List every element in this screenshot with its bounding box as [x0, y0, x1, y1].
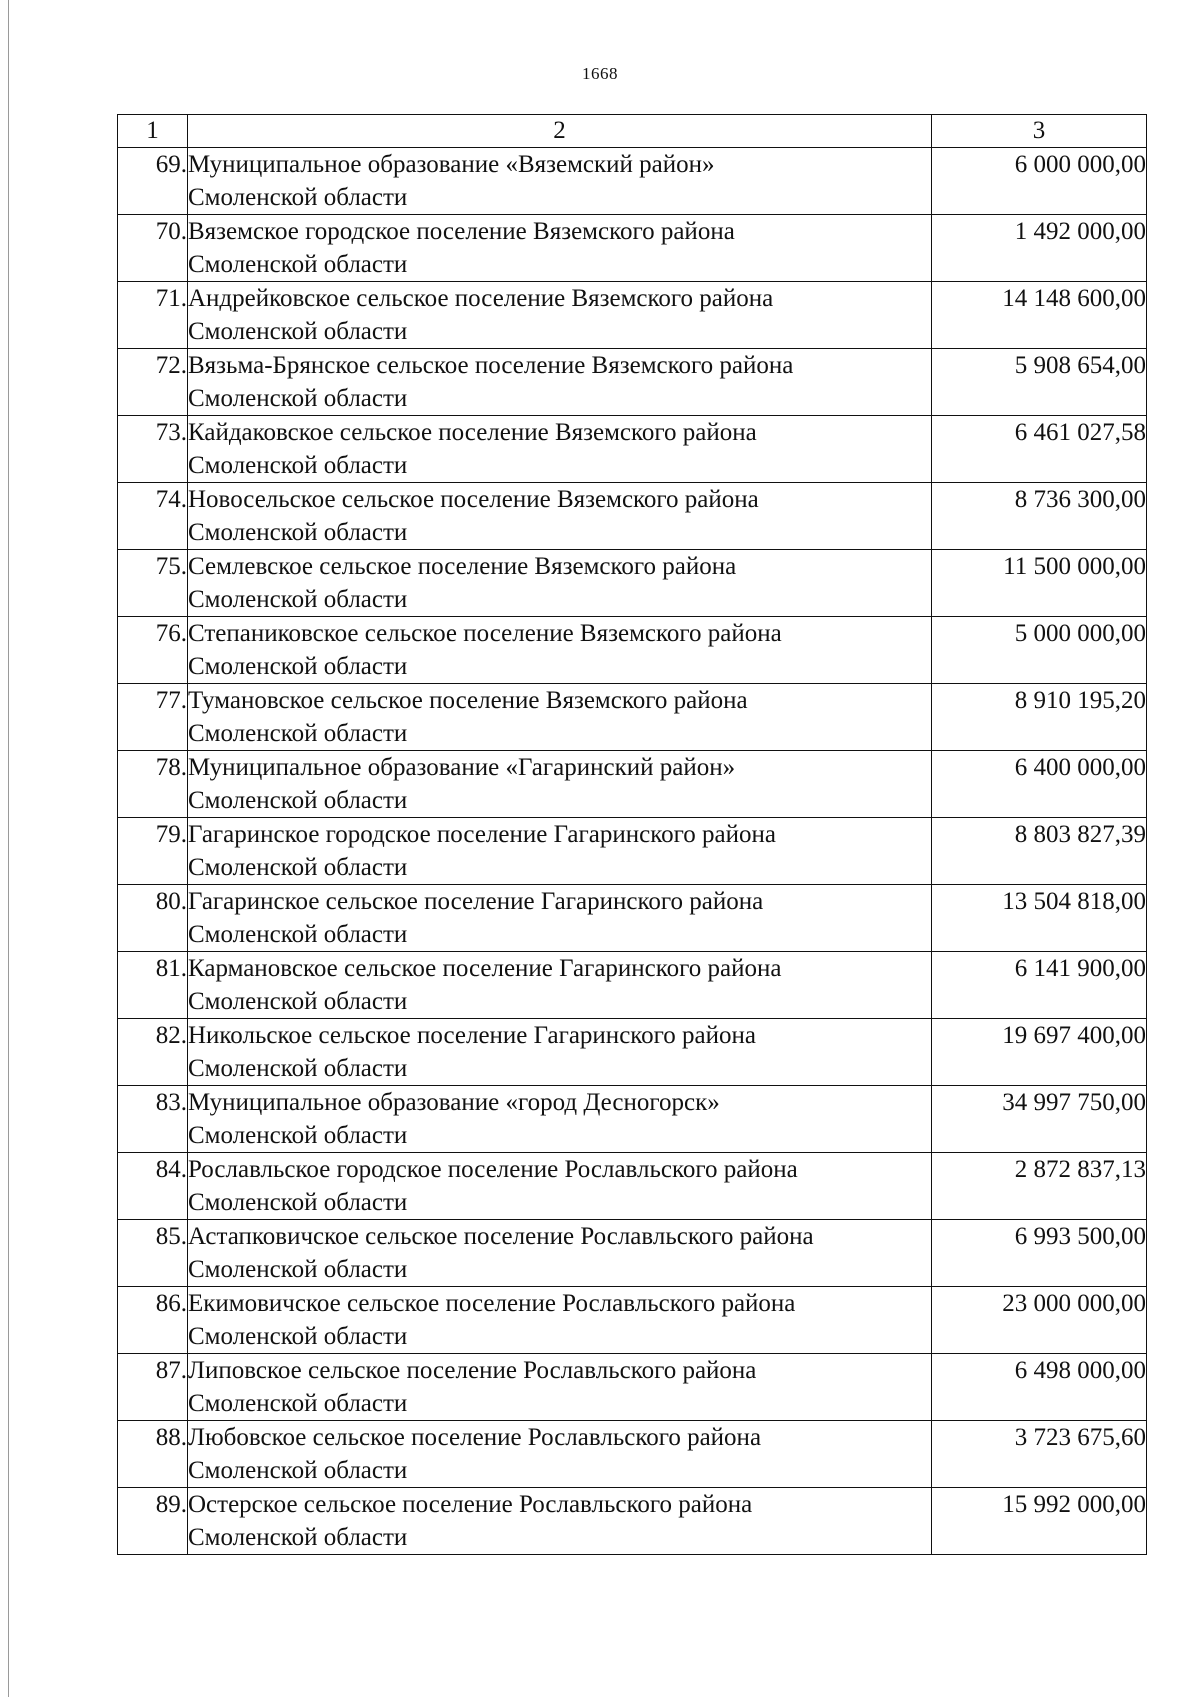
- table-body: [118, 115, 1147, 1555]
- municipality-name-line-2: Смоленской области: [188, 787, 408, 814]
- table-row: [118, 885, 1147, 952]
- municipality-name-line-2: Смоленской области: [188, 184, 408, 211]
- municipality-name-line-2: Смоленской области: [188, 318, 408, 345]
- municipality-name: [188, 483, 932, 550]
- table-row: [118, 617, 1147, 684]
- table-row: [118, 282, 1147, 349]
- municipality-name-line-1: Екимовичское сельское поселение Рославльского района: [188, 1290, 796, 1317]
- municipality-name: [188, 550, 932, 617]
- municipality-name: [188, 215, 932, 282]
- municipality-name-line-1: Муниципальное образование «Гагаринский район»: [188, 754, 736, 781]
- page-number: 1668: [582, 64, 618, 83]
- municipality-name-line-1: Андрейковское сельское поселение Вяземского района: [188, 285, 774, 312]
- municipality-name-line-2: Смоленской области: [188, 1189, 408, 1216]
- municipality-name: [188, 1488, 932, 1555]
- header-col-amount: 3: [932, 115, 1147, 148]
- row-number: 84.: [118, 1153, 188, 1220]
- municipality-name: [188, 1019, 932, 1086]
- table-row: [118, 751, 1147, 818]
- amount-value: 3 723 675,60: [932, 1421, 1147, 1488]
- municipality-name-line-1: Липовское сельское поселение Рославльского района: [188, 1357, 757, 1384]
- municipality-name-line-2: Смоленской области: [188, 653, 408, 680]
- municipality-name: [188, 282, 932, 349]
- amount-value: 19 697 400,00: [932, 1019, 1147, 1086]
- municipality-name-line-2: Смоленской области: [188, 251, 408, 278]
- row-number: 75.: [118, 550, 188, 617]
- amount-value: 11 500 000,00: [932, 550, 1147, 617]
- municipality-name: [188, 952, 932, 1019]
- row-number: 89.: [118, 1488, 188, 1555]
- municipality-name-line-1: Семлевское сельское поселение Вяземского района: [188, 553, 737, 580]
- municipality-name-line-2: Смоленской области: [188, 519, 408, 546]
- municipality-name-line-1: Новосельское сельское поселение Вяземского района: [188, 486, 759, 513]
- table-row: [118, 1354, 1147, 1421]
- table-row: [118, 483, 1147, 550]
- municipality-name-line-1: Вязьма-Брянское сельское поселение Вяземского района: [188, 352, 794, 379]
- municipality-name-line-2: Смоленской области: [188, 921, 408, 948]
- municipality-name: [188, 751, 932, 818]
- row-number: 70.: [118, 215, 188, 282]
- amount-value: 6 000 000,00: [932, 148, 1147, 215]
- amount-value: 8 910 195,20: [932, 684, 1147, 751]
- table-row: [118, 1421, 1147, 1488]
- allocation-table: [117, 114, 1147, 1555]
- municipality-name-line-1: Рославльское городское поселение Рославльского района: [188, 1156, 798, 1183]
- row-number: 87.: [118, 1354, 188, 1421]
- municipality-name: [188, 617, 932, 684]
- municipality-name-line-1: Вяземское городское поселение Вяземского района: [188, 218, 735, 245]
- amount-value: 8 803 827,39: [932, 818, 1147, 885]
- municipality-name-line-1: Кармановское сельское поселение Гагаринского района: [188, 955, 782, 982]
- row-number: 74.: [118, 483, 188, 550]
- table-row: [118, 550, 1147, 617]
- row-number: 81.: [118, 952, 188, 1019]
- amount-value: 5 000 000,00: [932, 617, 1147, 684]
- amount-value: 23 000 000,00: [932, 1287, 1147, 1354]
- table-header-row: [118, 115, 1147, 148]
- municipality-name: [188, 148, 932, 215]
- municipality-name-line-2: Смоленской области: [188, 385, 408, 412]
- table-row: [118, 1019, 1147, 1086]
- row-number: 82.: [118, 1019, 188, 1086]
- table-row: [118, 416, 1147, 483]
- municipality-name-line-1: Гагаринское сельское поселение Гагаринского района: [188, 888, 764, 915]
- municipality-name: [188, 684, 932, 751]
- row-number: 79.: [118, 818, 188, 885]
- table-row: [118, 148, 1147, 215]
- table-row: [118, 818, 1147, 885]
- municipality-name-line-1: Кайдаковское сельское поселение Вяземского района: [188, 419, 757, 446]
- municipality-name-line-1: Муниципальное образование «город Десногорск»: [188, 1089, 720, 1116]
- amount-value: 14 148 600,00: [932, 282, 1147, 349]
- municipality-name-line-1: Муниципальное образование «Вяземский район»: [188, 151, 715, 178]
- row-number: 83.: [118, 1086, 188, 1153]
- table-row: [118, 684, 1147, 751]
- table-row: [118, 215, 1147, 282]
- amount-value: 6 400 000,00: [932, 751, 1147, 818]
- municipality-name: [188, 818, 932, 885]
- row-number: 88.: [118, 1421, 188, 1488]
- municipality-name-line-2: Смоленской области: [188, 1524, 408, 1551]
- municipality-name-line-2: Смоленской области: [188, 1457, 408, 1484]
- municipality-name-line-2: Смоленской области: [188, 854, 408, 881]
- municipality-name-line-2: Смоленской области: [188, 1390, 408, 1417]
- scan-edge-line: [8, 0, 9, 1697]
- municipality-name-line-2: Смоленской области: [188, 1323, 408, 1350]
- table-row: [118, 952, 1147, 1019]
- municipality-name: [188, 1153, 932, 1220]
- amount-value: 6 141 900,00: [932, 952, 1147, 1019]
- municipality-name-line-2: Смоленской области: [188, 1256, 408, 1283]
- amount-value: 8 736 300,00: [932, 483, 1147, 550]
- municipality-name-line-1: Тумановское сельское поселение Вяземского района: [188, 687, 748, 714]
- table-row: [118, 1488, 1147, 1555]
- row-number: 73.: [118, 416, 188, 483]
- amount-value: 34 997 750,00: [932, 1086, 1147, 1153]
- amount-value: 6 993 500,00: [932, 1220, 1147, 1287]
- header-col-number: 1: [118, 115, 188, 148]
- table-row: [118, 349, 1147, 416]
- municipality-name: [188, 885, 932, 952]
- municipality-name-line-1: Остерское сельское поселение Рославльского района: [188, 1491, 753, 1518]
- row-number: 78.: [118, 751, 188, 818]
- municipality-name-line-2: Смоленской области: [188, 452, 408, 479]
- municipality-name-line-1: Любовское сельское поселение Рославльского района: [188, 1424, 762, 1451]
- row-number: 71.: [118, 282, 188, 349]
- municipality-name: [188, 416, 932, 483]
- municipality-name: [188, 1287, 932, 1354]
- municipality-name: [188, 1354, 932, 1421]
- table-row: [118, 1153, 1147, 1220]
- header-col-name: 2: [188, 115, 932, 148]
- table-row: [118, 1220, 1147, 1287]
- municipality-name-line-1: Астапковичское сельское поселение Рославльского района: [188, 1223, 814, 1250]
- amount-value: 5 908 654,00: [932, 349, 1147, 416]
- row-number: 76.: [118, 617, 188, 684]
- amount-value: 6 461 027,58: [932, 416, 1147, 483]
- municipality-name: [188, 1220, 932, 1287]
- municipality-name-line-2: Смоленской области: [188, 1055, 408, 1082]
- row-number: 86.: [118, 1287, 188, 1354]
- municipality-name-line-2: Смоленской области: [188, 988, 408, 1015]
- table-row: [118, 1086, 1147, 1153]
- row-number: 69.: [118, 148, 188, 215]
- municipality-name-line-1: Степаниковское сельское поселение Вяземского района: [188, 620, 782, 647]
- municipality-name: [188, 1086, 932, 1153]
- row-number: 80.: [118, 885, 188, 952]
- municipality-name: [188, 349, 932, 416]
- row-number: 85.: [118, 1220, 188, 1287]
- municipality-name: [188, 1421, 932, 1488]
- municipality-name-line-2: Смоленской области: [188, 1122, 408, 1149]
- amount-value: 1 492 000,00: [932, 215, 1147, 282]
- amount-value: 6 498 000,00: [932, 1354, 1147, 1421]
- row-number: 72.: [118, 349, 188, 416]
- table-row: [118, 1287, 1147, 1354]
- row-number: 77.: [118, 684, 188, 751]
- amount-value: 2 872 837,13: [932, 1153, 1147, 1220]
- amount-value: 13 504 818,00: [932, 885, 1147, 952]
- municipality-name-line-2: Смоленской области: [188, 586, 408, 613]
- municipality-name-line-1: Гагаринское городское поселение Гагаринского района: [188, 821, 776, 848]
- amount-value: 15 992 000,00: [932, 1488, 1147, 1555]
- municipality-name-line-2: Смоленской области: [188, 720, 408, 747]
- municipality-name-line-1: Никольское сельское поселение Гагаринского района: [188, 1022, 756, 1049]
